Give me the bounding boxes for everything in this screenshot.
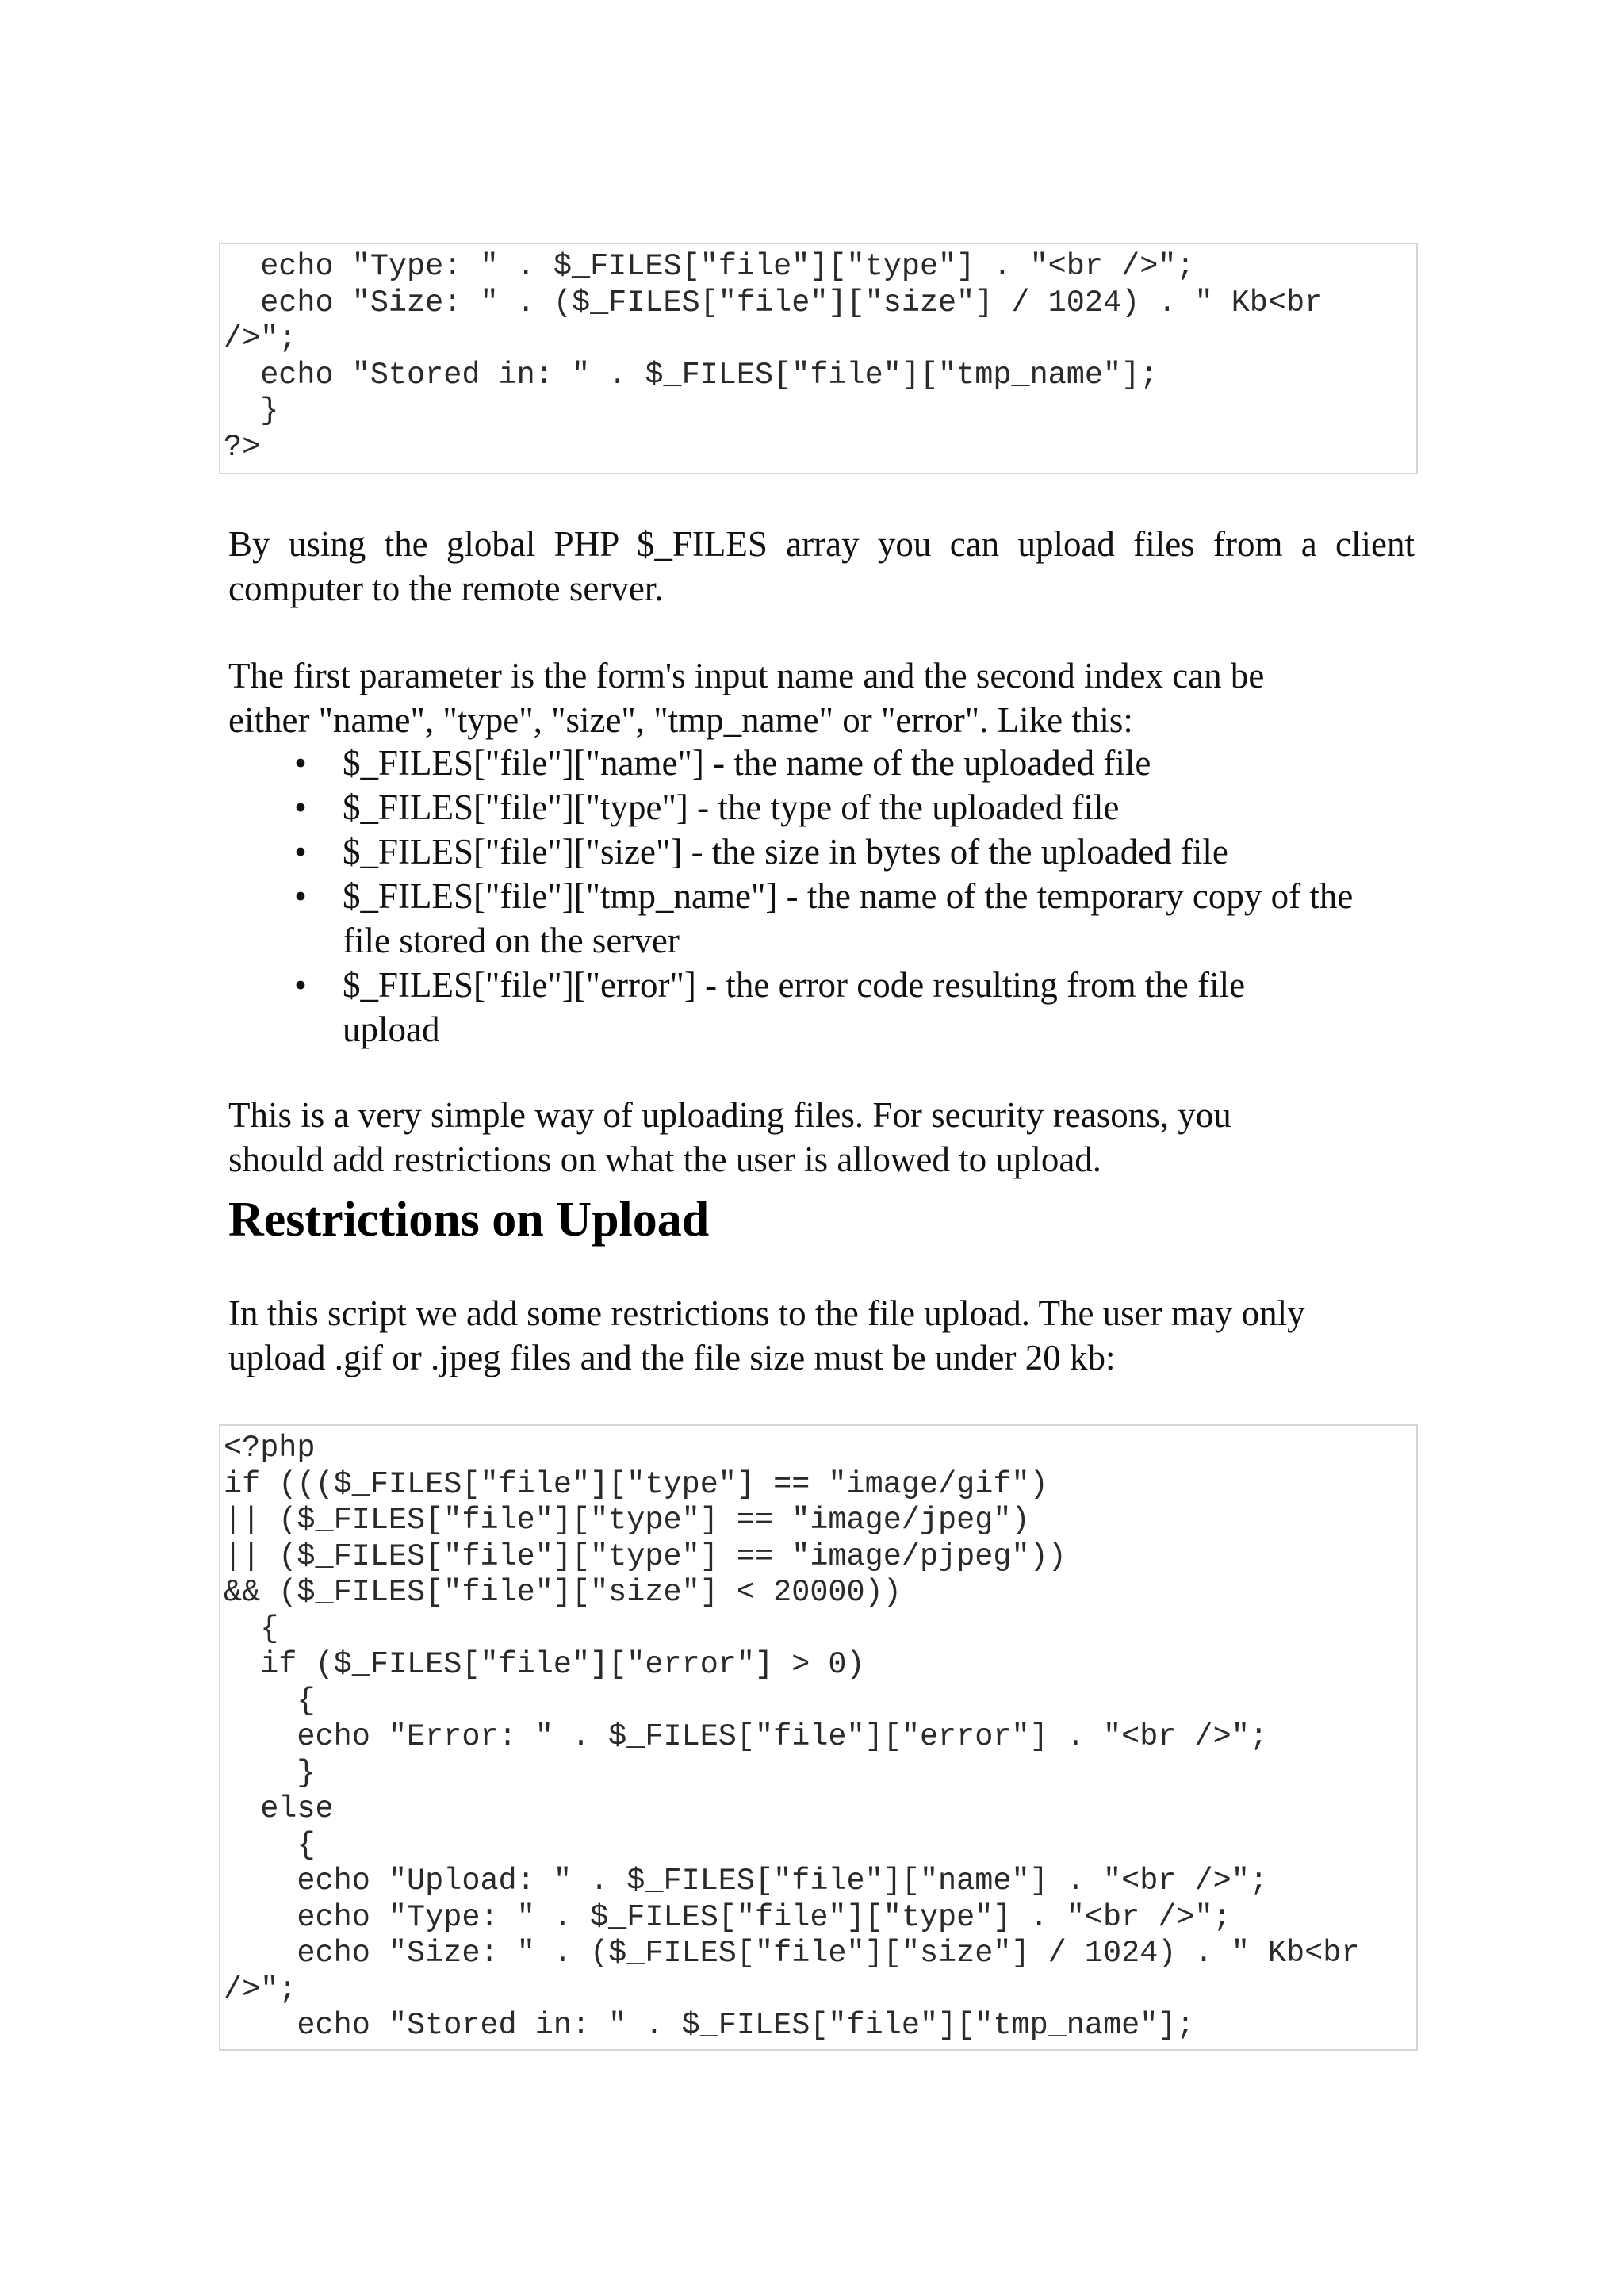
paragraph-intro: By using the global PHP $_FILES array you can upload files from a client computer to the remote server. [228, 524, 1415, 608]
code-line: { [224, 1611, 279, 1646]
list-item [228, 741, 1415, 785]
bullet-icon: • [294, 832, 307, 872]
list-item-text: $_FILES["file"]["type"] - the type of the uploaded file [343, 787, 1120, 827]
paragraph-security-line-2: should add restrictions on what the user is allowed to upload. [228, 1140, 1102, 1179]
code-line: } [224, 393, 279, 428]
code-line: echo "Upload: " . $_FILES["file"]["name"] . "<br />"; [224, 1864, 1268, 1898]
code-line: && ($_FILES["file"]["size"] < 20000)) [224, 1575, 902, 1610]
list-item-text: $_FILES["file"]["name"] - the name of the uploaded file [343, 743, 1151, 783]
list-item-text: $_FILES["file"]["size"] - the size in bytes of the uploaded file [343, 832, 1228, 872]
bullet-icon: • [294, 787, 307, 827]
list-item [228, 829, 1415, 874]
code-line: } [224, 1755, 316, 1791]
files-array-bullet-list [228, 741, 1415, 1052]
code-line: echo "Error: " . $_FILES["file"]["error"] . "<br />"; [224, 1719, 1268, 1754]
code-line: echo "Size: " . ($_FILES["file"]["size"] / 1024) . " Kb<br [224, 285, 1323, 320]
code-line: echo "Stored in: " . $_FILES["file"]["tmp_name"]; [224, 357, 1159, 393]
code-line: echo "Size: " . ($_FILES["file"]["size"] / 1024) . " Kb<br [224, 1936, 1360, 1971]
paragraph-restrictions-line-2: upload .gif or .jpeg files and the file size must be under 20 kb: [228, 1338, 1116, 1377]
bullet-icon: • [294, 743, 307, 783]
list-item [228, 785, 1415, 829]
code-line: />"; [224, 321, 297, 356]
code-line: if ((($_FILES["file"]["type"] == "image/gif") [224, 1466, 1048, 1502]
list-item-text: $_FILES["file"]["error"] - the error code resulting from the file upload [343, 965, 1246, 1049]
code-line: echo "Type: " . $_FILES["file"]["type"] . "<br />"; [224, 249, 1195, 284]
code-line: />"; [224, 1971, 297, 2007]
code-block-top-text [224, 249, 1416, 466]
code-line: ?> [224, 429, 261, 465]
code-line: echo "Stored in: " . $_FILES["file"]["tmp_name"]; [224, 2008, 1195, 2043]
code-block-bottom-text [224, 1431, 1416, 2044]
bullet-icon: • [294, 965, 307, 1005]
list-item [228, 963, 1415, 1052]
code-line: echo "Type: " . $_FILES["file"]["type"] . "<br />"; [224, 1899, 1231, 1935]
paragraph-parameters-line-2: either "name", "type", "size", "tmp_name" or "error". Like this: [228, 700, 1133, 740]
code-block-top [219, 243, 1418, 474]
paragraph-parameters-line-1: The first parameter is the form's input name and the second index can be [228, 656, 1265, 695]
bullet-icon: • [294, 876, 307, 916]
code-block-bottom [219, 1424, 1418, 2051]
section-heading: Restrictions on Upload [228, 1193, 710, 1247]
code-line: { [224, 1827, 316, 1863]
code-line: || ($_FILES["file"]["type"] == "image/jpeg") [224, 1503, 1030, 1538]
list-item [228, 874, 1415, 963]
paragraph-restrictions-line-1: In this script we add some restrictions to the file upload. The user may only [228, 1293, 1305, 1333]
paragraph-security-line-1: This is a very simple way of uploading files. For security reasons, you [228, 1095, 1231, 1135]
code-line: || ($_FILES["file"]["type"] == "image/pjpeg")) [224, 1538, 1067, 1574]
code-line: <?php [224, 1431, 316, 1466]
code-line: { [224, 1683, 316, 1718]
list-item-text: $_FILES["file"]["tmp_name"] - the name of the temporary copy of the file stored on the server [343, 876, 1354, 960]
code-line: if ($_FILES["file"]["error"] > 0) [224, 1647, 865, 1682]
code-line: else [224, 1791, 334, 1826]
